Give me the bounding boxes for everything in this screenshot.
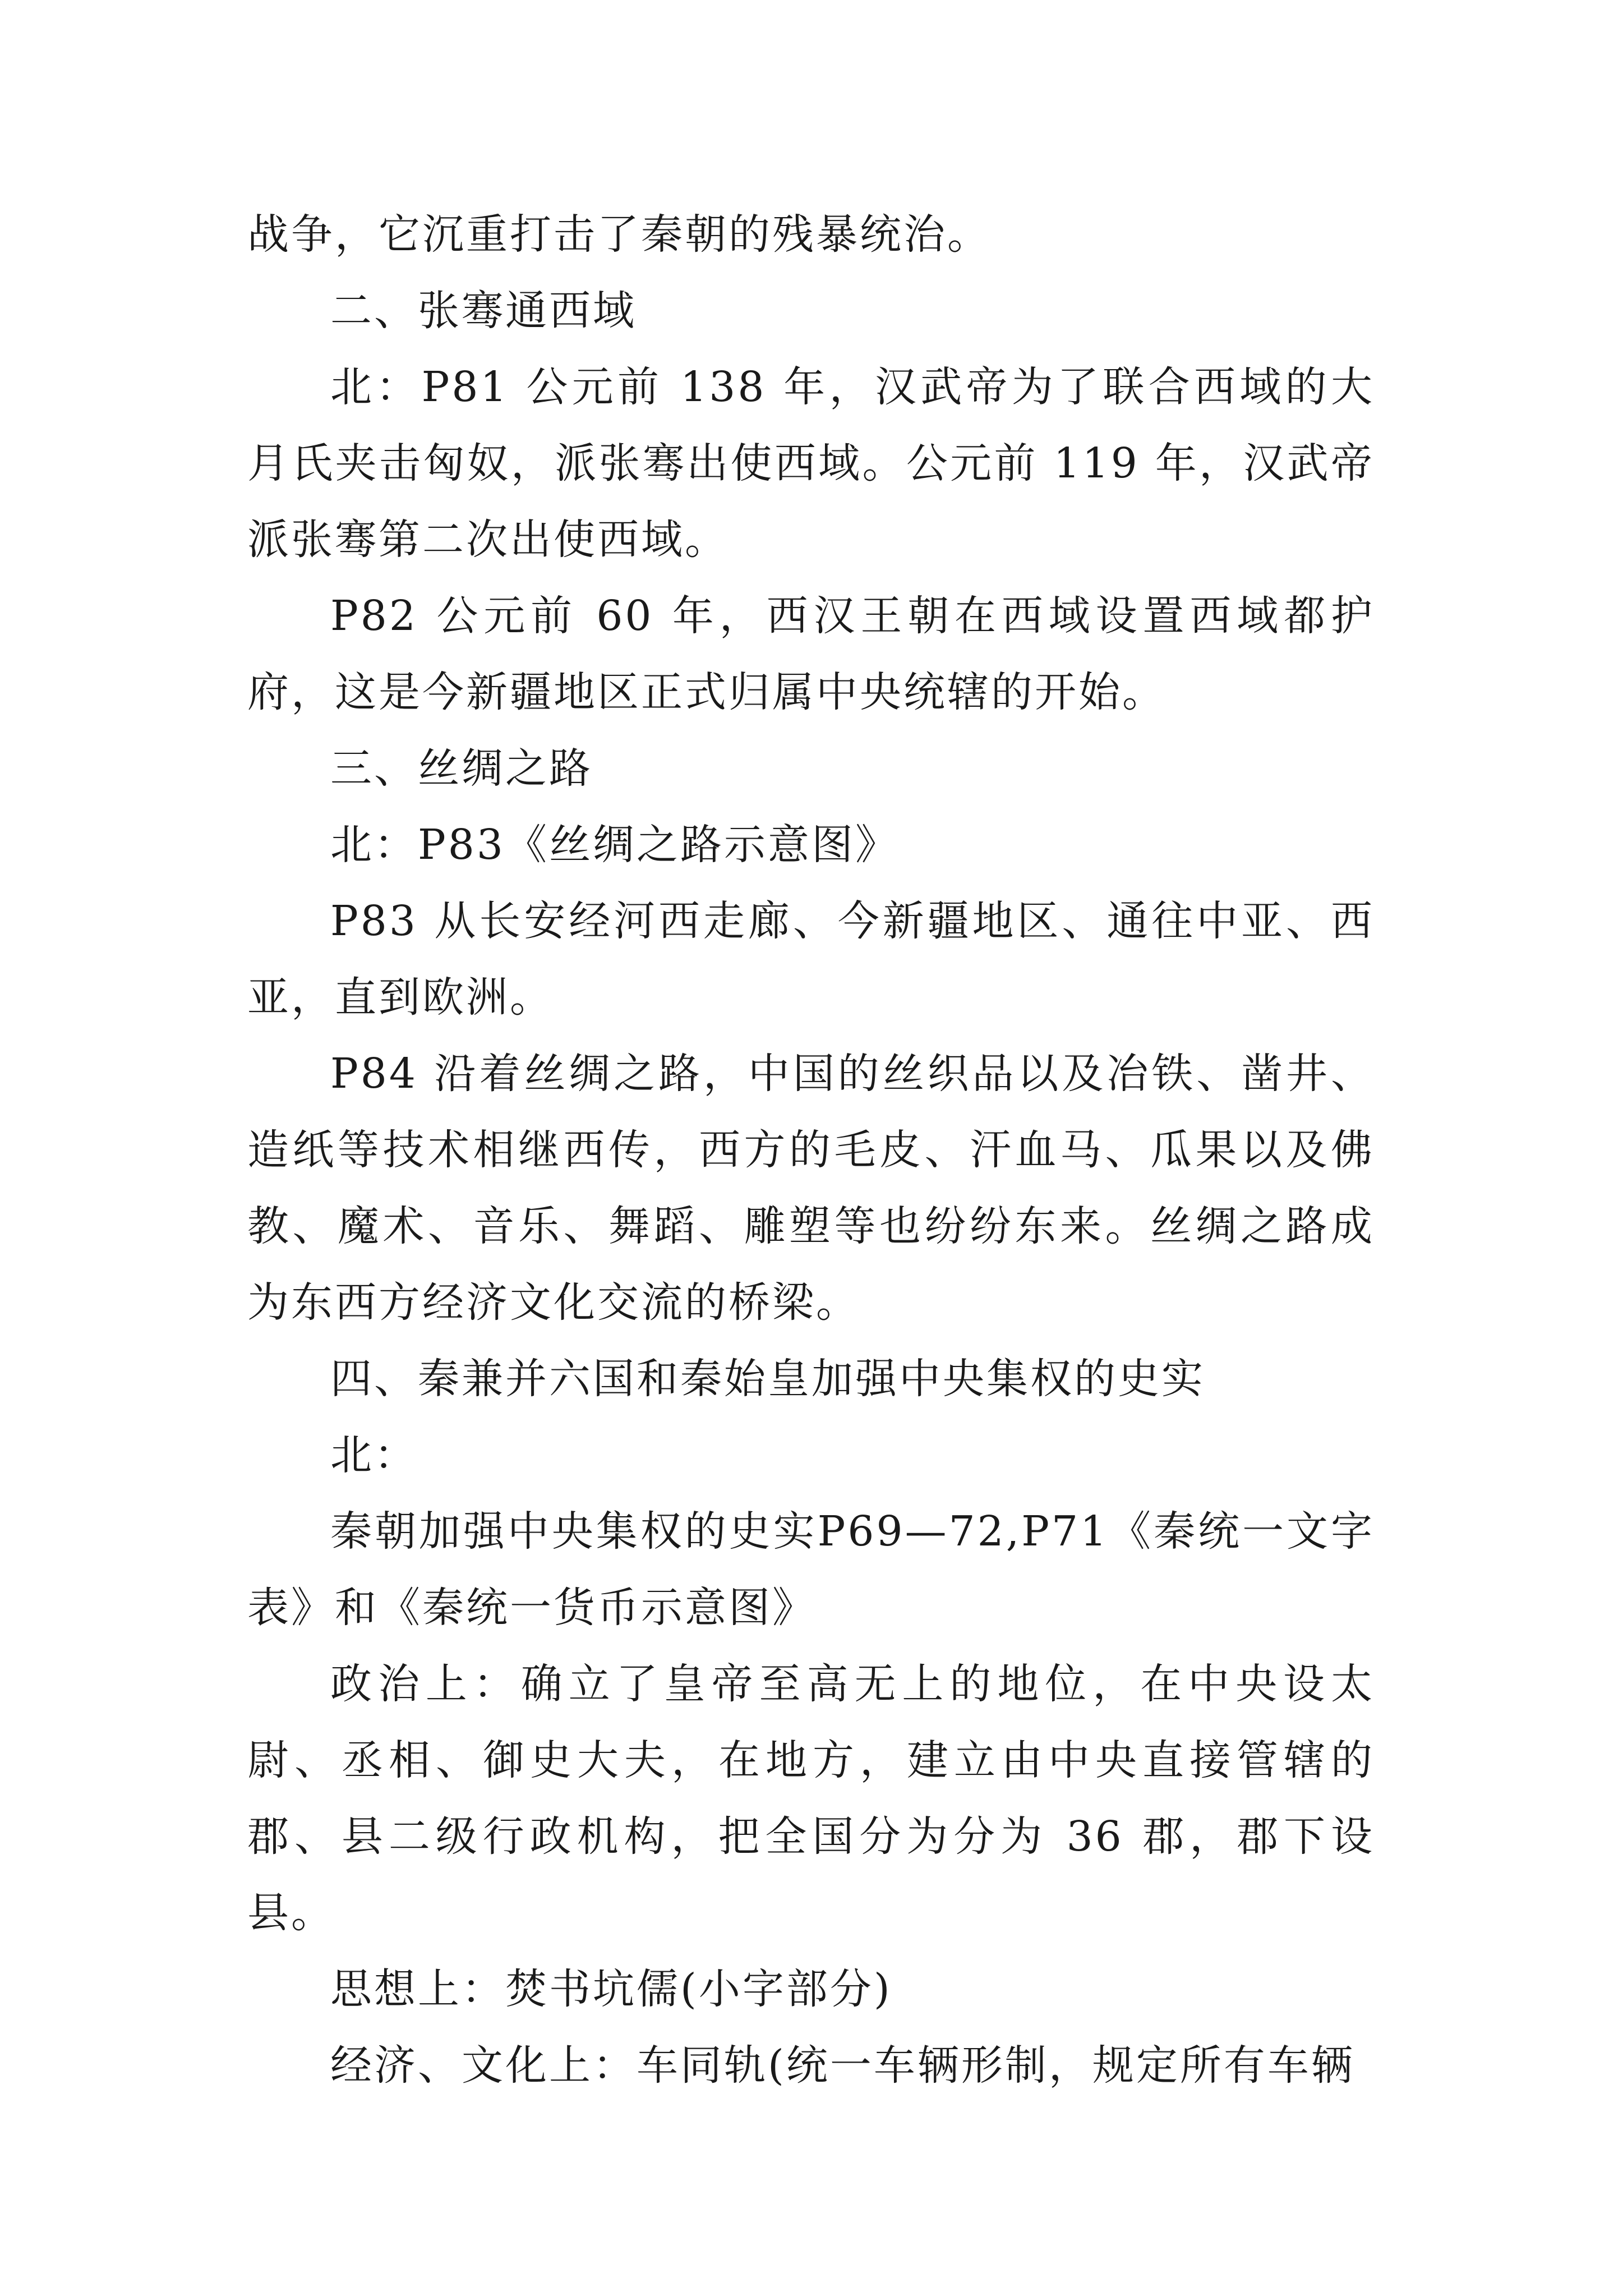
heading-qin-unification: 四、秦兼并六国和秦始皇加强中央集权的史实 bbox=[330, 1355, 1205, 1403]
heading-zhang-qian: 二、张骞通西域 bbox=[330, 287, 637, 335]
paragraph-political-measures: 政治上：确立了皇帝至高无上的地位，在中央设太尉、丞相、御史大夫，在地方，建立由中央直接管辖的郡、县二级行政机构，把全国分为分为 36 郡，郡下设县。 bbox=[247, 1660, 1375, 1937]
paragraph-economic-cultural-measures: 经济、文化上：车同轨(统一车辆形制，规定所有车辆 bbox=[330, 2041, 1355, 2090]
document-body bbox=[247, 196, 1375, 2104]
paragraph-ideological-measures: 思想上：焚书坑儒(小字部分) bbox=[330, 1965, 892, 2013]
paragraph-bei-label: 北： bbox=[330, 1431, 418, 1479]
paragraph-zhang-qian-missions: 北：P81 公元前 138 年，汉武帝为了联合西域的大月氏夹击匈奴，派张骞出使西域。公元前 119 年，汉武帝派张骞第二次出使西域。 bbox=[247, 363, 1375, 564]
heading-silk-road: 三、丝绸之路 bbox=[330, 744, 593, 793]
paragraph-western-regions-protectorate: P82 公元前 60 年，西汉王朝在西域设置西域都护府，这是今新疆地区正式归属中央统辖的开始。 bbox=[247, 592, 1375, 716]
paragraph-war-summary: 战争，它沉重打击了秦朝的残暴统治。 bbox=[247, 210, 991, 259]
paragraph-silk-road-route: P83 从长安经河西走廊、今新疆地区、通往中亚、西亚，直到欧洲。 bbox=[247, 897, 1375, 1022]
paragraph-qin-centralization-refs: 秦朝加强中央集权的史实P69—72,P71《秦统一文字表》和《秦统一货币示意图》 bbox=[247, 1507, 1375, 1632]
paragraph-silk-road-exchange: P84 沿着丝绸之路，中国的丝织品以及冶铁、凿井、造纸等技术相继西传，西方的毛皮、汗血马、瓜果以及佛教、魔术、音乐、舞蹈、雕塑等也纷纷东来。丝绸之路成为东西方经济文化交流的桥梁。 bbox=[247, 1050, 1375, 1327]
paragraph-silk-road-map-ref: 北：P83《丝绸之路示意图》 bbox=[330, 821, 899, 869]
